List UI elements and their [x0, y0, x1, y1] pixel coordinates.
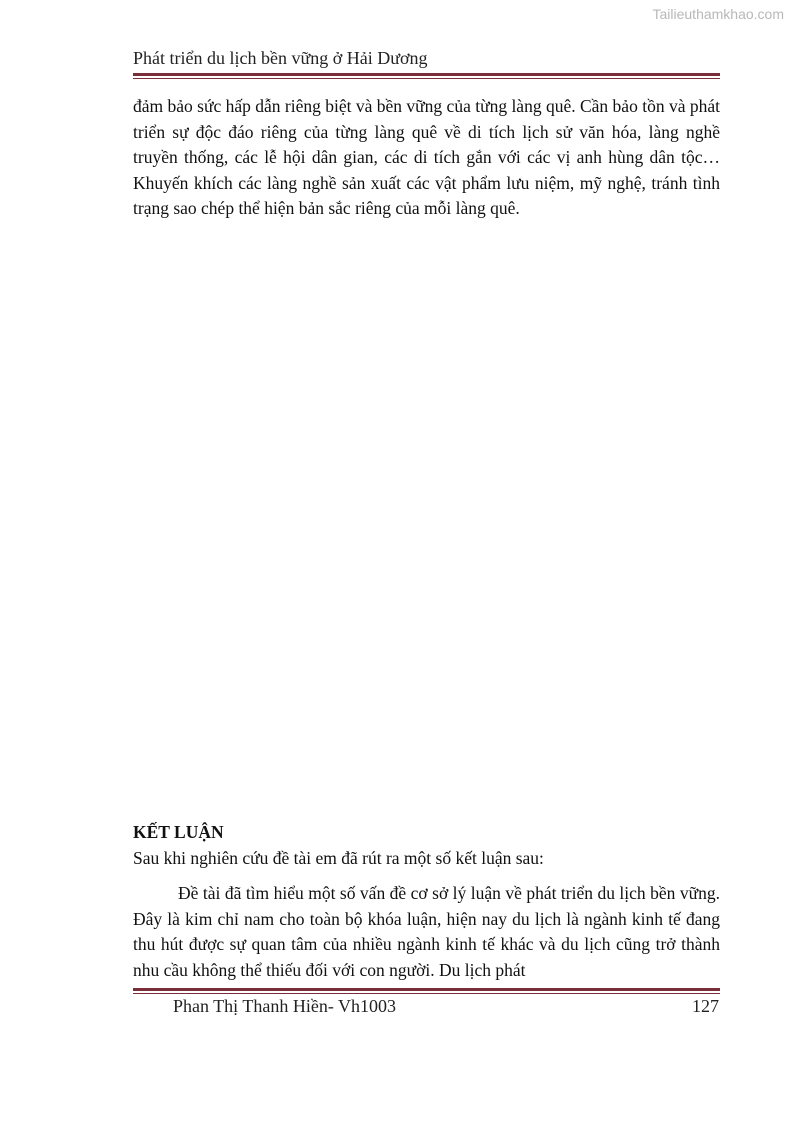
- footer-rule: [133, 988, 720, 994]
- watermark: Tailieuthamkhao.com: [652, 6, 784, 22]
- conclusion-paragraph: Đề tài đã tìm hiểu một số vấn đề cơ sở lý luận về phát triển du lịch bền vững. Đây là kim chỉ nam cho toàn bộ khóa luận, hiện nay du lịch là ngành kinh tế đang thu hút được sự quan tâm của nhiều ngành kinh tế khác và du lịch cũng trở thành nhu cầu không thể thiếu đối với con người. Du lịch phát: [133, 883, 720, 980]
- page-number: 127: [692, 996, 719, 1016]
- footer-author: Phan Thị Thanh Hiền- Vh1003: [173, 996, 396, 1016]
- running-header-title: Phát triển du lịch bền vững ở Hải Dương: [133, 48, 428, 68]
- conclusion-intro-line: Sau khi nghiên cứu đề tài em đã rút ra một số kết luận sau:: [133, 848, 544, 868]
- body-paragraph-top: đảm bảo sức hấp dẫn riêng biệt và bền vững của từng làng quê. Cần bảo tồn và phát triển sự độc đáo riêng của từng làng quê về di tích lịch sử văn hóa, làng nghề truyền thống, các lễ hội dân gian, các di tích gắn với các vị anh hùng dân tộc… Khuyến khích các làng nghề sản xuất các vật phẩm lưu niệm, mỹ nghệ, tránh tình trạng sao chép thể hiện bản sắc riêng của mỗi làng quê.: [133, 96, 720, 218]
- header-rule: [133, 73, 720, 79]
- section-heading-conclusion: KẾT LUẬN: [133, 822, 224, 842]
